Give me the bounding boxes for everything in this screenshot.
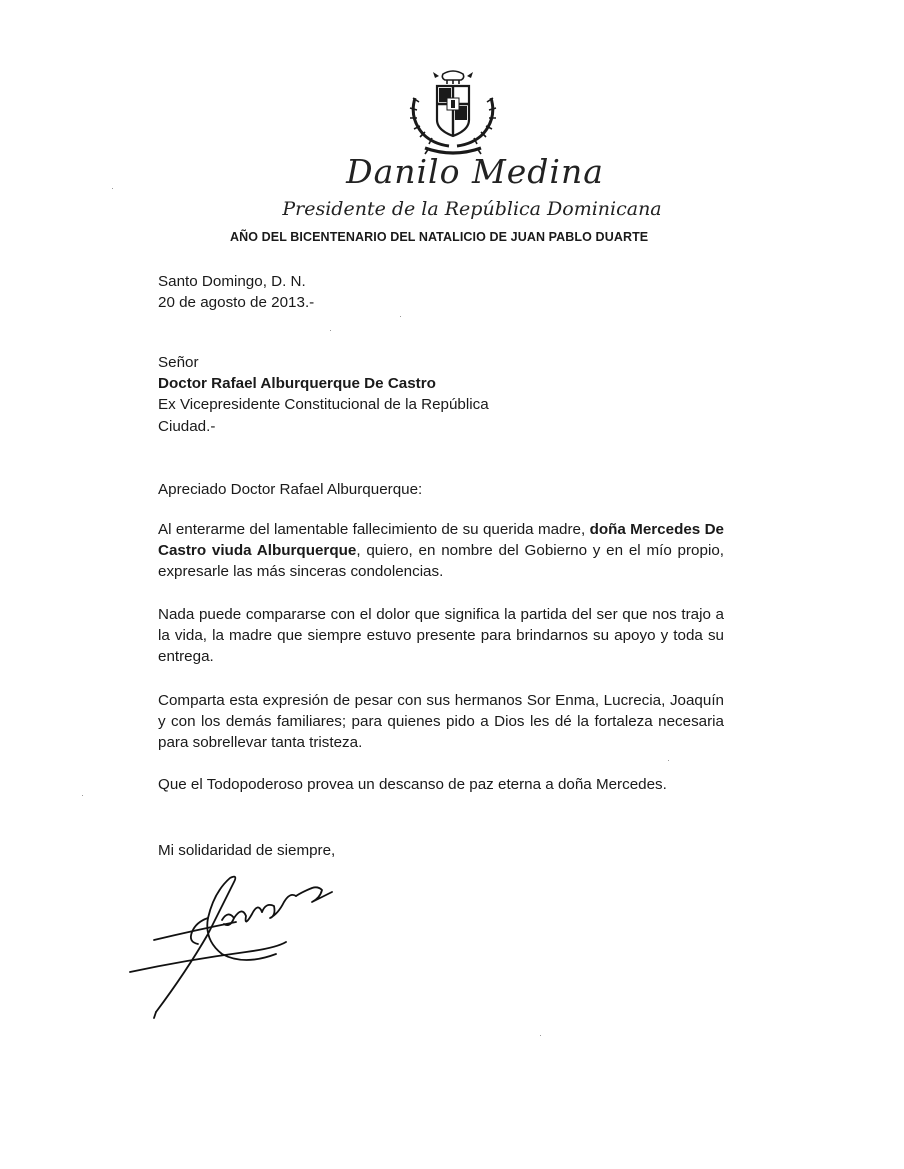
letterhead-name: Danilo Medina [346,152,604,191]
body-paragraph-4: Que el Todopoderoso provea un descanso de paz eterna a doña Mercedes. [158,776,667,793]
p1-end: , quiero, en nombre del Gobierno y en el mío propio, expresarle las más sinceras condolencias. [158,542,724,581]
p1-bold: doña Mercedes De Castro viuda Alburquerque [158,521,724,560]
city-line: Santo Domingo, D. N. [158,273,306,290]
letterhead-title: Presidente de la República Dominicana [282,198,662,220]
date-line: 20 de agosto de 2013.- [158,294,315,312]
closing-line: Mi solidaridad de siempre, [158,842,336,859]
p1-start: Al enterarme del lamentable fallecimiento de su querida madre, [158,521,590,538]
salutation: Apreciado Doctor Rafael Alburquerque: [158,481,423,498]
addressee-courtesy: Señor [158,354,199,371]
year-motto: AÑO DEL BICENTENARIO DEL NATALICIO DE JUAN PABLO DUARTE [230,230,649,244]
addressee-name: Doctor Rafael Alburquerque De Castro [158,375,436,393]
coat-of-arms-icon [403,68,503,160]
addressee-position: Ex Vicepresidente Constitucional de la República [158,396,489,414]
body-paragraph-2: Nada puede compararse con el dolor que significa la partida del ser que nos trajo a la vida, la madre que siempre estuvo presente para brindarnos su apoyo y toda su entrega. [158,606,724,666]
place-date [158,271,724,313]
addressee-block [158,352,724,437]
addressee-city: Ciudad.- [158,417,216,435]
body-paragraph-3: Comparta esta expresión de pesar con sus hermanos Sor Enma, Lucrecia, Joaquín y con los demás familiares; para quienes pido a Dios les dé la fortaleza necesaria para sobrellevar tanta tristeza. [158,692,724,752]
handwritten-signature [126,862,346,1022]
body-paragraph-1 [158,519,724,583]
